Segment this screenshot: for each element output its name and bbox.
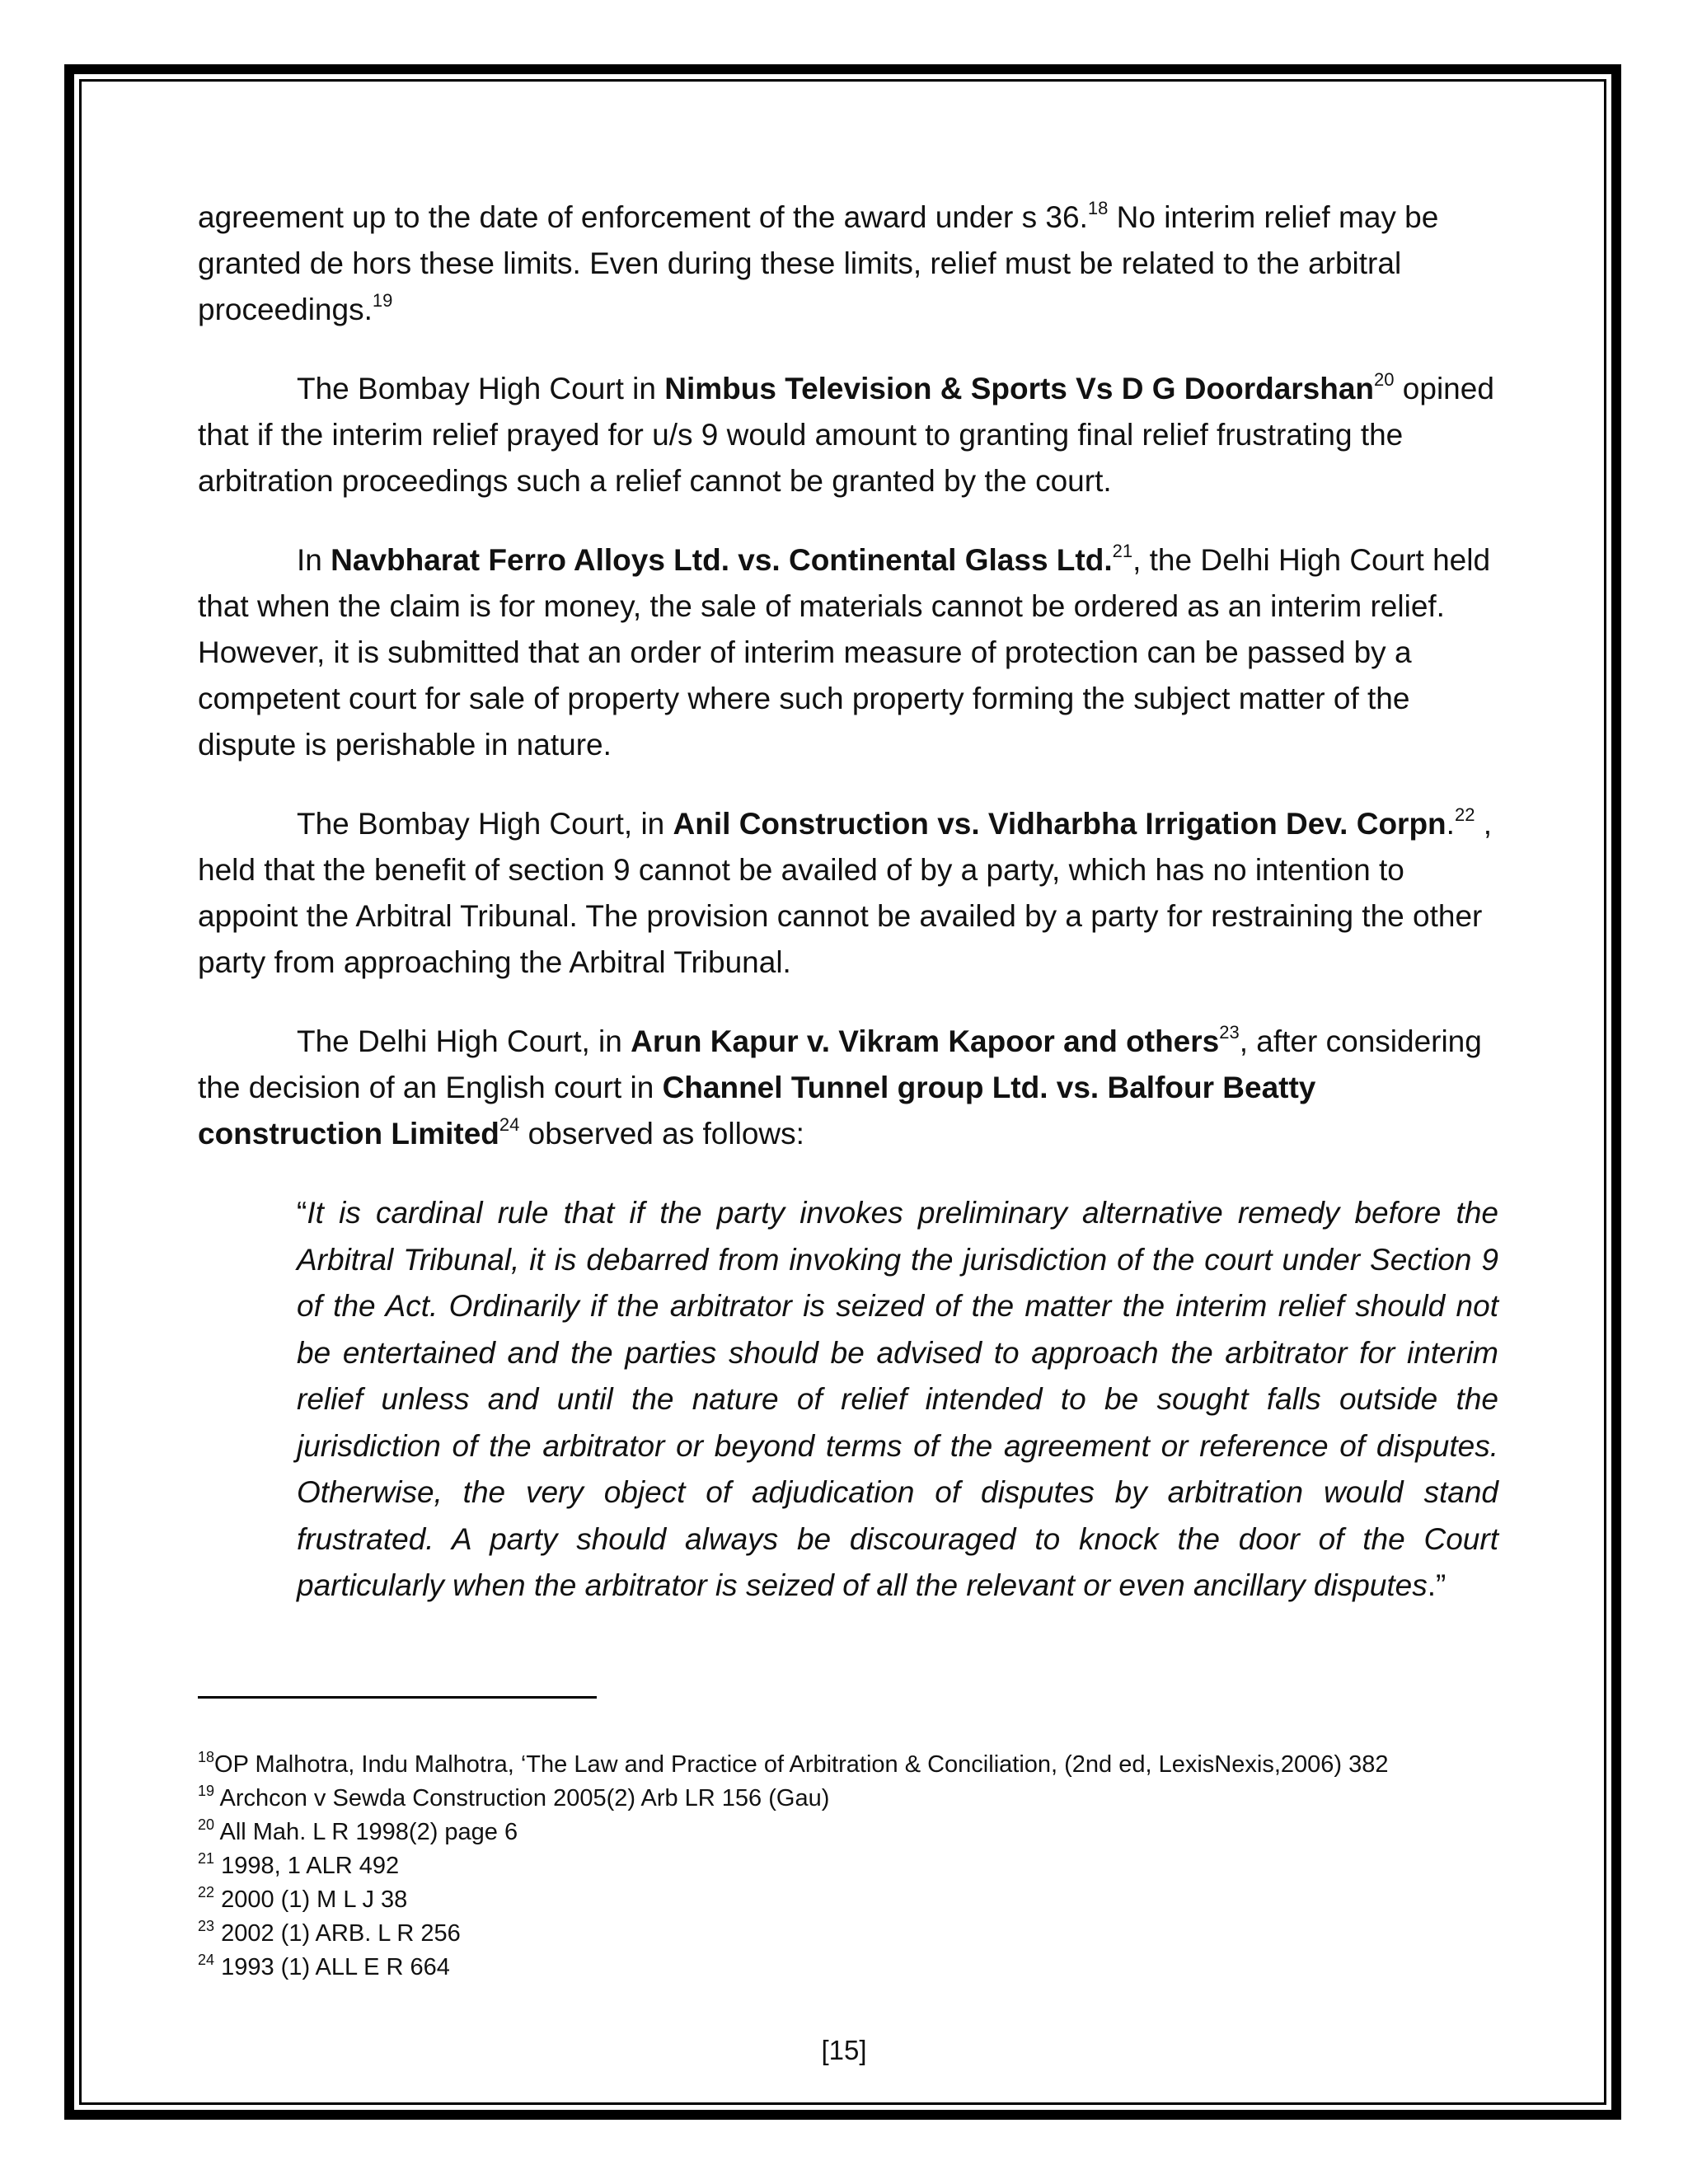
paragraph-text: No interim relief may be granted de hors these limits. Even during these limits, relief must be related to the arbitral proceedings. [198,200,1439,326]
paragraph-text: The Bombay High Court, in [297,807,673,841]
footnote-number: 18 [198,1749,215,1765]
footnote-19 [198,1782,1517,1816]
footnote-ref: 24 [499,1114,520,1135]
footnote-20 [198,1816,1517,1849]
footnote-number: 19 [198,1783,215,1799]
footnote-ref: 21 [1112,541,1133,561]
paragraph-5 [198,1019,1498,1157]
quote-text: It is cardinal rule that if the party invokes preliminary alternative remedy before the Arbitral Tribunal, it is debarred from invoking the jurisdiction of the court under Section 9 of the Act. Ordinarily if the arbitrator is seized of the matter the interim relief should not be entertained and the parties should be advised to approach the arbitrator for interim relief unless and until the nature of relief intended to be sought falls outside the jurisdiction of the arbitrator or beyond terms of the agreement or reference of disputes. Otherwise, the very object of adjudication of disputes by arbitration would stand frustrated. A party should always be discouraged to knock the door of the Court particularly when the arbitrator is seized of all the relevant or even ancillary disputes [297,1196,1498,1602]
case-name: Nimbus Television & Sports Vs D G Doordarshan [664,372,1375,405]
footnote-23 [198,1917,1517,1951]
footnote-text: 2002 (1) ARB. L R 256 [214,1920,461,1947]
footnote-number: 21 [198,1850,215,1867]
paragraph-text: , the Delhi High Court held that when the claim is for money, the sale of materials cannot be ordered as an interim relief. However, it is submitted that an order of interim measure of protection can be passed by a competent court for sale of property where such property forming the subject matter of the dispute is perishable in nature. [198,543,1491,762]
paragraph-3 [198,537,1498,768]
footnote-number: 23 [198,1918,215,1934]
paragraph-text: In [297,543,331,577]
paragraph-text: agreement up to the date of enforcement of the award under s 36. [198,200,1088,234]
quote-mark-open: “ [297,1196,307,1230]
case-name: Anil Construction vs. Vidharbha Irrigation Dev. Corpn [673,807,1447,841]
footnote-18 [198,1748,1517,1782]
footnote-ref: 22 [1454,804,1475,825]
footnote-text: Archcon v Sewda Construction 2005(2) Arb LR 156 (Gau) [214,1785,830,1811]
footnote-text: 1998, 1 ALR 492 [214,1853,400,1879]
paragraph-4 [198,801,1498,986]
footnote-number: 20 [198,1816,215,1833]
paragraph-text: The Bombay High Court in [297,372,665,405]
paragraph-text: opined that if the interim relief prayed for u/s 9 would amount to granting final relief frustrating the arbitration proceedings such a relief cannot be granted by the court. [198,372,1494,498]
footnote-text: 1993 (1) ALL E R 664 [214,1954,450,1980]
footnote-text: 2000 (1) M L J 38 [214,1886,408,1913]
case-name: Arun Kapur v. Vikram Kapoor and others [631,1024,1220,1058]
footnote-text: All Mah. L R 1998(2) page 6 [214,1819,518,1845]
footnote-separator [198,1696,597,1699]
page-number: [15] [821,2035,867,2065]
footnote-22 [198,1883,1517,1917]
paragraph-text: , held that the benefit of section 9 cannot be availed of by a party, which has no intention to appoint the Arbitral Tribunal. The provision cannot be availed by a party for restraining the other party from approaching the Arbitral Tribunal. [198,807,1492,979]
paragraph-text: The Delhi High Court, in [297,1024,631,1058]
footnotes [198,1748,1517,1985]
paragraph-1 [198,194,1498,333]
footnote-ref: 20 [1374,369,1395,390]
case-name: Channel Tunnel group Ltd. vs. Balfour Beatty construction Limited [198,1071,1316,1151]
paragraph-text: , after considering the decision of an English court in [198,1024,1482,1104]
case-name: Navbharat Ferro Alloys Ltd. vs. Continental Glass Ltd. [331,543,1113,577]
footnote-number: 22 [198,1884,215,1900]
footnote-21 [198,1849,1517,1883]
footnote-number: 24 [198,1952,215,1968]
footnote-ref: 19 [372,290,393,311]
footnote-24 [198,1951,1517,1985]
footnote-text: OP Malhotra, Indu Malhotra, ‘The Law and Practice of Arbitration & Conciliation, (2nd ed, LexisNexis,2006) 382 [214,1751,1389,1778]
paragraph-2 [198,366,1498,504]
body-text [198,194,1498,1610]
paragraph-text: observed as follows: [519,1117,804,1151]
footnote-ref: 18 [1087,198,1109,218]
footnote-ref: 23 [1219,1022,1240,1043]
paragraph-text: . [1446,807,1455,841]
block-quote [297,1190,1498,1610]
quote-mark-close: .” [1427,1568,1447,1602]
